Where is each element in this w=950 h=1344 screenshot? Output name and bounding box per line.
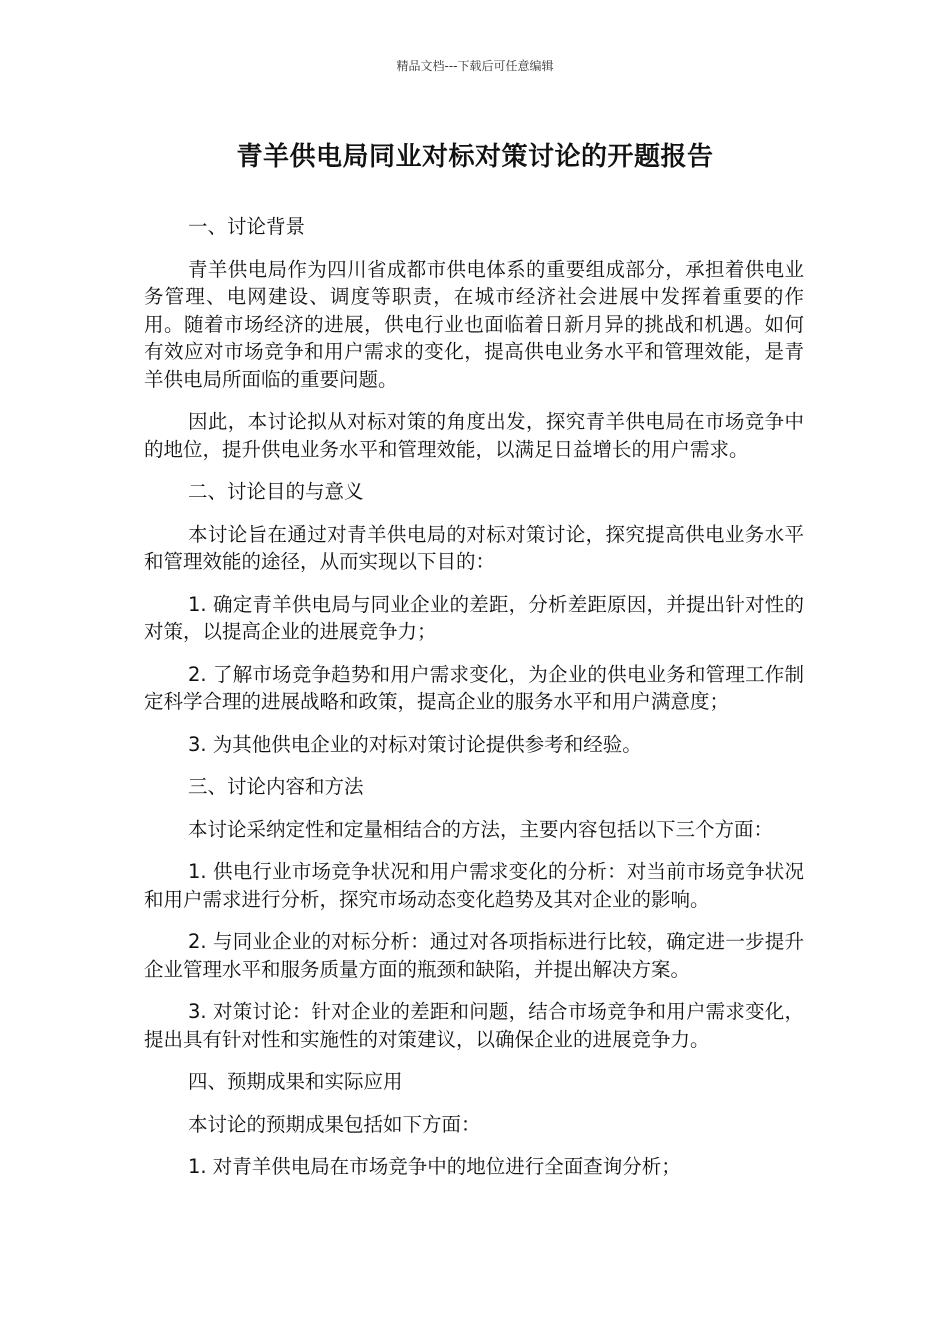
section-heading-purpose: 二、讨论目的与意义 (188, 480, 364, 503)
paragraph: 因此，本讨论拟从对标对策的角度出发，探究青羊供电局在市场竞争中的地位，提升供电业务水平和管理效能，以满足日益增长的用户需求。 (144, 410, 804, 461)
list-item: 1. 确定青羊供电局与同业企业的差距，分析差距原因，并提出针对性的对策，以提高企业的进展竞争力； (144, 592, 804, 643)
list-item: 3. 对策讨论：针对企业的差距和问题，结合市场竞争和用户需求变化，提出具有针对性和实施性的对策建议，以确保企业的进展竞争力。 (144, 1000, 804, 1051)
paragraph: 青羊供电局作为四川省成都市供电体系的重要组成部分，承担着供电业务管理、电网建设、调度等职责，在城市经济社会进展中发挥着重要的作用。随着市场经济的进展，供电行业也面临着日新月异的挑战和机遇。如何有效应对市场竞争和用户需求的变化，提高供电业务水平和管理效能，是青羊供电局所面临的重要问题。 (144, 257, 804, 391)
list-item: 2. 了解市场竞争趋势和用户需求变化，为企业的供电业务和管理工作制定科学合理的进展战略和政策，提高企业的服务水平和用户满意度； (144, 662, 804, 713)
document-title: 青羊供电局同业对标对策讨论的开题报告 (236, 142, 714, 172)
list-item: 3. 为其他供电企业的对标对策讨论提供参考和经验。 (188, 732, 642, 756)
list-item: 1. 供电行业市场竞争状况和用户需求变化的分析：对当前市场竞争状况和用户需求进行分析，探究市场动态变化趋势及其对企业的影响。 (144, 860, 804, 911)
list-item: 2. 与同业企业的对标分析：通过对各项指标进行比较，确定进一步提升企业管理水平和服务质量方面的瓶颈和缺陷，并提出解决方案。 (144, 930, 804, 981)
section-heading-background: 一、讨论背景 (188, 215, 306, 238)
list-item: 1. 对青羊供电局在市场竞争中的地位进行全面查询分析； (188, 1155, 681, 1178)
paragraph: 本讨论采纳定性和定量相结合的方法，主要内容包括以下三个方面： (188, 817, 774, 841)
section-heading-content-methods: 三、讨论内容和方法 (188, 775, 364, 798)
paragraph: 本讨论的预期成果包括如下方面： (188, 1112, 481, 1136)
header-note: 精品文档---下载后可任意编辑 (396, 59, 554, 73)
section-heading-expected-results: 四、预期成果和实际应用 (188, 1070, 403, 1093)
paragraph: 本讨论旨在通过对青羊供电局的对标对策讨论，探究提高供电业务水平和管理效能的途径，从而实现以下目的： (144, 522, 804, 573)
document-body (144, 213, 804, 1196)
